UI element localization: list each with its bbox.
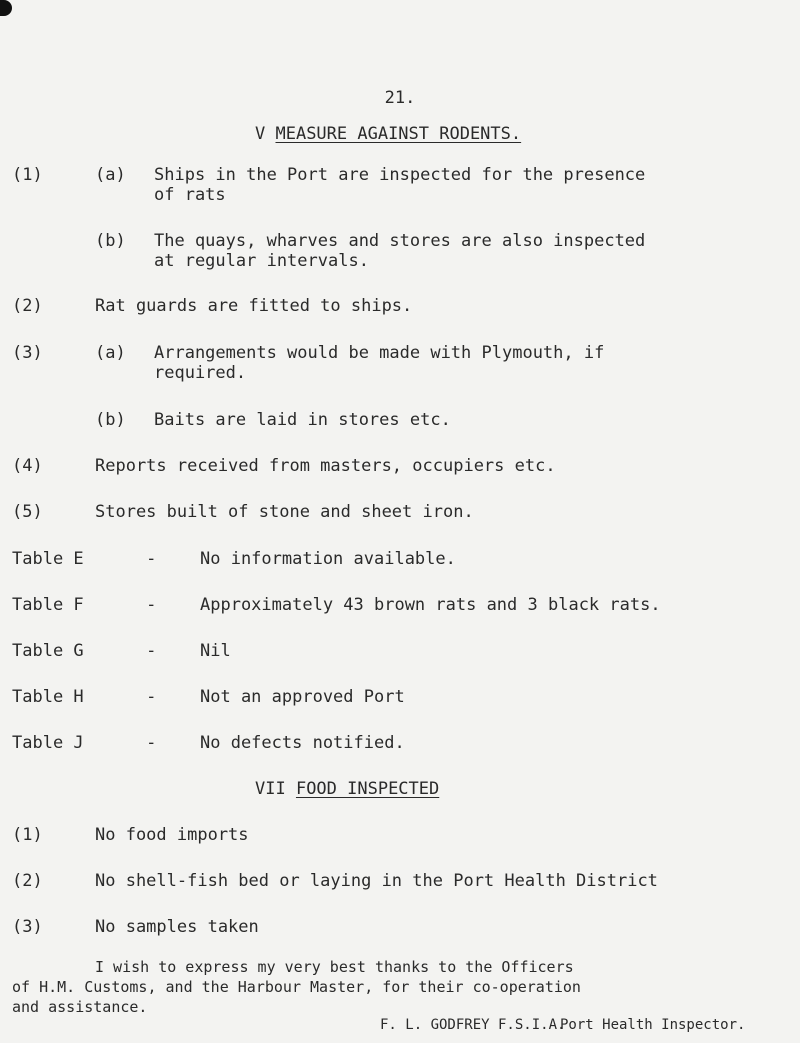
food-item-1-num: (1) bbox=[12, 825, 43, 845]
table-f-text: Approximately 43 brown rats and 3 black rats. bbox=[200, 595, 661, 615]
table-e-dash: - bbox=[95, 549, 157, 569]
item-3a-text: Arrangements would be made with Plymouth, if bbox=[154, 343, 605, 363]
table-e-text: No information available. bbox=[200, 549, 456, 569]
food-item-2-num: (2) bbox=[12, 871, 43, 891]
table-g-label: Table G bbox=[12, 641, 84, 661]
item-3-num: (3) bbox=[12, 343, 43, 363]
table-h-text: Not an approved Port bbox=[200, 687, 405, 707]
punch-hole bbox=[0, 0, 12, 16]
table-f-label: Table F bbox=[12, 595, 84, 615]
item-1b-cont: at regular intervals. bbox=[154, 251, 369, 271]
section-v-roman: V bbox=[255, 124, 276, 144]
item-3a-sub: (a) bbox=[95, 343, 126, 363]
item-1a-text: Ships in the Port are inspected for the presence bbox=[154, 165, 646, 185]
signature-name: F. L. GODFREY F.S.I.A. bbox=[380, 1017, 566, 1033]
item-1b-text: The quays, wharves and stores are also inspected bbox=[154, 231, 646, 251]
table-f-dash: - bbox=[95, 595, 157, 615]
section-vii-heading bbox=[255, 779, 439, 799]
section-v-heading bbox=[255, 124, 521, 144]
closing-line-2: of H.M. Customs, and the Harbour Master, for their co-operation bbox=[12, 978, 581, 996]
signature-title: Port Health Inspector. bbox=[560, 1017, 746, 1033]
item-3b-text: Baits are laid in stores etc. bbox=[154, 410, 451, 430]
food-item-1-text: No food imports bbox=[95, 825, 249, 845]
table-g-text: Nil bbox=[200, 641, 231, 661]
item-4-text: Reports received from masters, occupiers etc. bbox=[95, 456, 556, 476]
item-2-num: (2) bbox=[12, 296, 43, 316]
table-e-label: Table E bbox=[12, 549, 84, 569]
item-3b-sub: (b) bbox=[95, 410, 126, 430]
section-vii-roman: VII bbox=[255, 779, 296, 799]
section-vii-title: FOOD INSPECTED bbox=[295, 779, 440, 799]
closing-line-1: I wish to express my very best thanks to the Officers bbox=[95, 958, 574, 976]
closing-line-3: and assistance. bbox=[12, 998, 148, 1016]
section-v-title: MEASURE AGAINST RODENTS. bbox=[275, 124, 522, 144]
table-j-label: Table J bbox=[12, 733, 84, 753]
table-h-label: Table H bbox=[12, 687, 84, 707]
item-1b-sub: (b) bbox=[95, 231, 126, 251]
item-1a-sub: (a) bbox=[95, 165, 126, 185]
food-item-3-num: (3) bbox=[12, 917, 43, 937]
item-1a-cont: of rats bbox=[154, 185, 226, 205]
food-item-2-text: No shell-fish bed or laying in the Port Health District bbox=[95, 871, 658, 891]
table-j-text: No defects notified. bbox=[200, 733, 405, 753]
page-number: 21. bbox=[384, 88, 416, 108]
item-2-text: Rat guards are fitted to ships. bbox=[95, 296, 413, 316]
item-5-num: (5) bbox=[12, 502, 43, 522]
table-j-dash: - bbox=[95, 733, 157, 753]
item-4-num: (4) bbox=[12, 456, 43, 476]
food-item-3-text: No samples taken bbox=[95, 917, 259, 937]
table-g-dash: - bbox=[95, 641, 157, 661]
item-5-text: Stores built of stone and sheet iron. bbox=[95, 502, 474, 522]
item-1-num: (1) bbox=[12, 165, 43, 185]
table-h-dash: - bbox=[95, 687, 157, 707]
item-3a-cont: required. bbox=[154, 363, 247, 383]
